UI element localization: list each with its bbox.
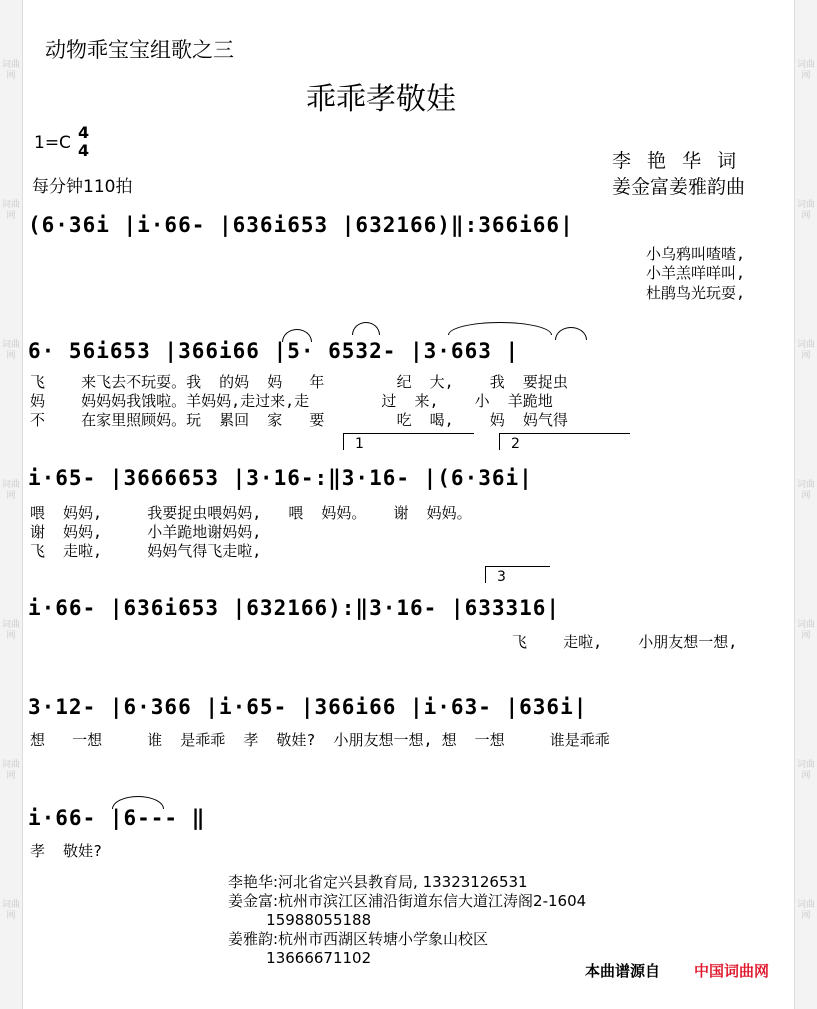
watermark-text: 词曲网 [1, 900, 20, 921]
tempo-marking: 每分钟110拍 [32, 177, 133, 197]
lyric-row-3-verse-2: 谢 妈妈, 小羊跪地谢妈妈, [30, 523, 262, 541]
contact-line-3: 15988055188 [228, 911, 372, 929]
notation-row-3: i·65- |3666653 |3·16-:‖3·16- |(6·36i| [28, 466, 533, 490]
tie-mark [448, 322, 552, 335]
contact-line-5: 13666671102 [228, 949, 372, 967]
contact-line-4: 姜雅韵:杭州市西湖区转塘小学象山校区 [228, 930, 489, 948]
song-title: 乖乖孝敬娃 [306, 82, 456, 117]
tie-mark [555, 327, 587, 340]
key-signature: 1=C [34, 133, 71, 153]
lyricist-credit: 李 艳 华 词 [612, 150, 742, 172]
lyric-row-1-verse-3: 杜鹃鸟光玩耍, [646, 284, 746, 302]
watermark-text: 词曲网 [1, 620, 20, 641]
notation-row-2: 6· 56i653 |366i66 |5· 6532- |3·663 | [28, 339, 520, 363]
lyric-row-5-verse-1: 想 一想 谁 是乖乖 孝 敬娃? 小朋友想一想, 想 一想 谁是乖乖 [30, 731, 610, 749]
lyric-row-4-verse-1: 飞 走啦, 小朋友想一想, [512, 633, 738, 651]
watermark-text: 词曲网 [796, 340, 815, 361]
lyric-row-6-verse-1: 孝 敬娃? [30, 842, 103, 860]
notation-row-6: i·66- |6--- ‖ [28, 806, 206, 830]
watermark-text: 词曲网 [1, 340, 20, 361]
source-site-link[interactable]: 中国词曲网 [694, 962, 770, 980]
notation-row-1: (6·36i |i·66- |636i653 |632166)‖:366i66| [28, 213, 574, 237]
lyric-row-1-verse-1: 小乌鸦叫喳喳, [646, 245, 746, 263]
volta-bracket-3 [485, 566, 550, 583]
watermark-text: 词曲网 [1, 760, 20, 781]
notation-row-4: i·66- |636i653 |632166):‖3·16- |633316| [28, 596, 561, 620]
watermark-text: 词曲网 [796, 200, 815, 221]
volta-number-3: 3 [497, 569, 506, 585]
watermark-text: 词曲网 [796, 760, 815, 781]
watermark-text: 词曲网 [796, 900, 815, 921]
lyric-row-2-verse-1: 飞 来飞去不玩耍。我 的妈 妈 年 纪 大, 我 要捉虫 [30, 373, 568, 391]
watermark-text: 词曲网 [1, 200, 20, 221]
contact-line-1: 李艳华:河北省定兴县教育局, 13323126531 [228, 873, 528, 891]
right-watermark-strip [794, 0, 817, 1009]
contact-line-2: 姜金富:杭州市滨江区浦沿街道东信大道江涛阁2-1604 [228, 892, 587, 910]
lyric-row-2-verse-3: 不 在家里照顾妈。玩 累回 家 要 吃 喝, 妈 妈气得 [30, 411, 568, 429]
notation-row-5: 3·12- |6·366 |i·65- |366i66 |i·63- |636i| [28, 695, 588, 719]
lyric-row-3-verse-3: 飞 走啦, 妈妈气得飞走啦, [30, 542, 262, 560]
time-signature-top: 4 [78, 123, 90, 142]
watermark-text: 词曲网 [796, 60, 815, 81]
lyric-row-2-verse-2: 妈 妈妈妈我饿啦。羊妈妈,走过来,走 过 来, 小 羊跪地 [30, 392, 553, 410]
time-signature [78, 124, 89, 160]
source-label: 本曲谱源自 [585, 962, 661, 980]
time-signature-bottom: 4 [78, 141, 90, 160]
composer-credit: 姜金富姜雅韵曲 [612, 176, 746, 198]
watermark-text: 词曲网 [1, 60, 20, 81]
tie-mark [352, 322, 380, 335]
lyric-row-3-verse-1: 喂 妈妈, 我要捉虫喂妈妈, 喂 妈妈。 谢 妈妈。 [30, 504, 472, 522]
series-title: 动物乖宝宝组歌之三 [45, 38, 234, 62]
lyric-row-1-verse-2: 小羊羔咩咩叫, [646, 264, 746, 282]
watermark-text: 词曲网 [1, 480, 20, 501]
volta-number-1: 1 [355, 436, 364, 452]
left-watermark-strip [0, 0, 23, 1009]
watermark-text: 词曲网 [796, 480, 815, 501]
watermark-text: 词曲网 [796, 620, 815, 641]
volta-number-2: 2 [511, 436, 520, 452]
